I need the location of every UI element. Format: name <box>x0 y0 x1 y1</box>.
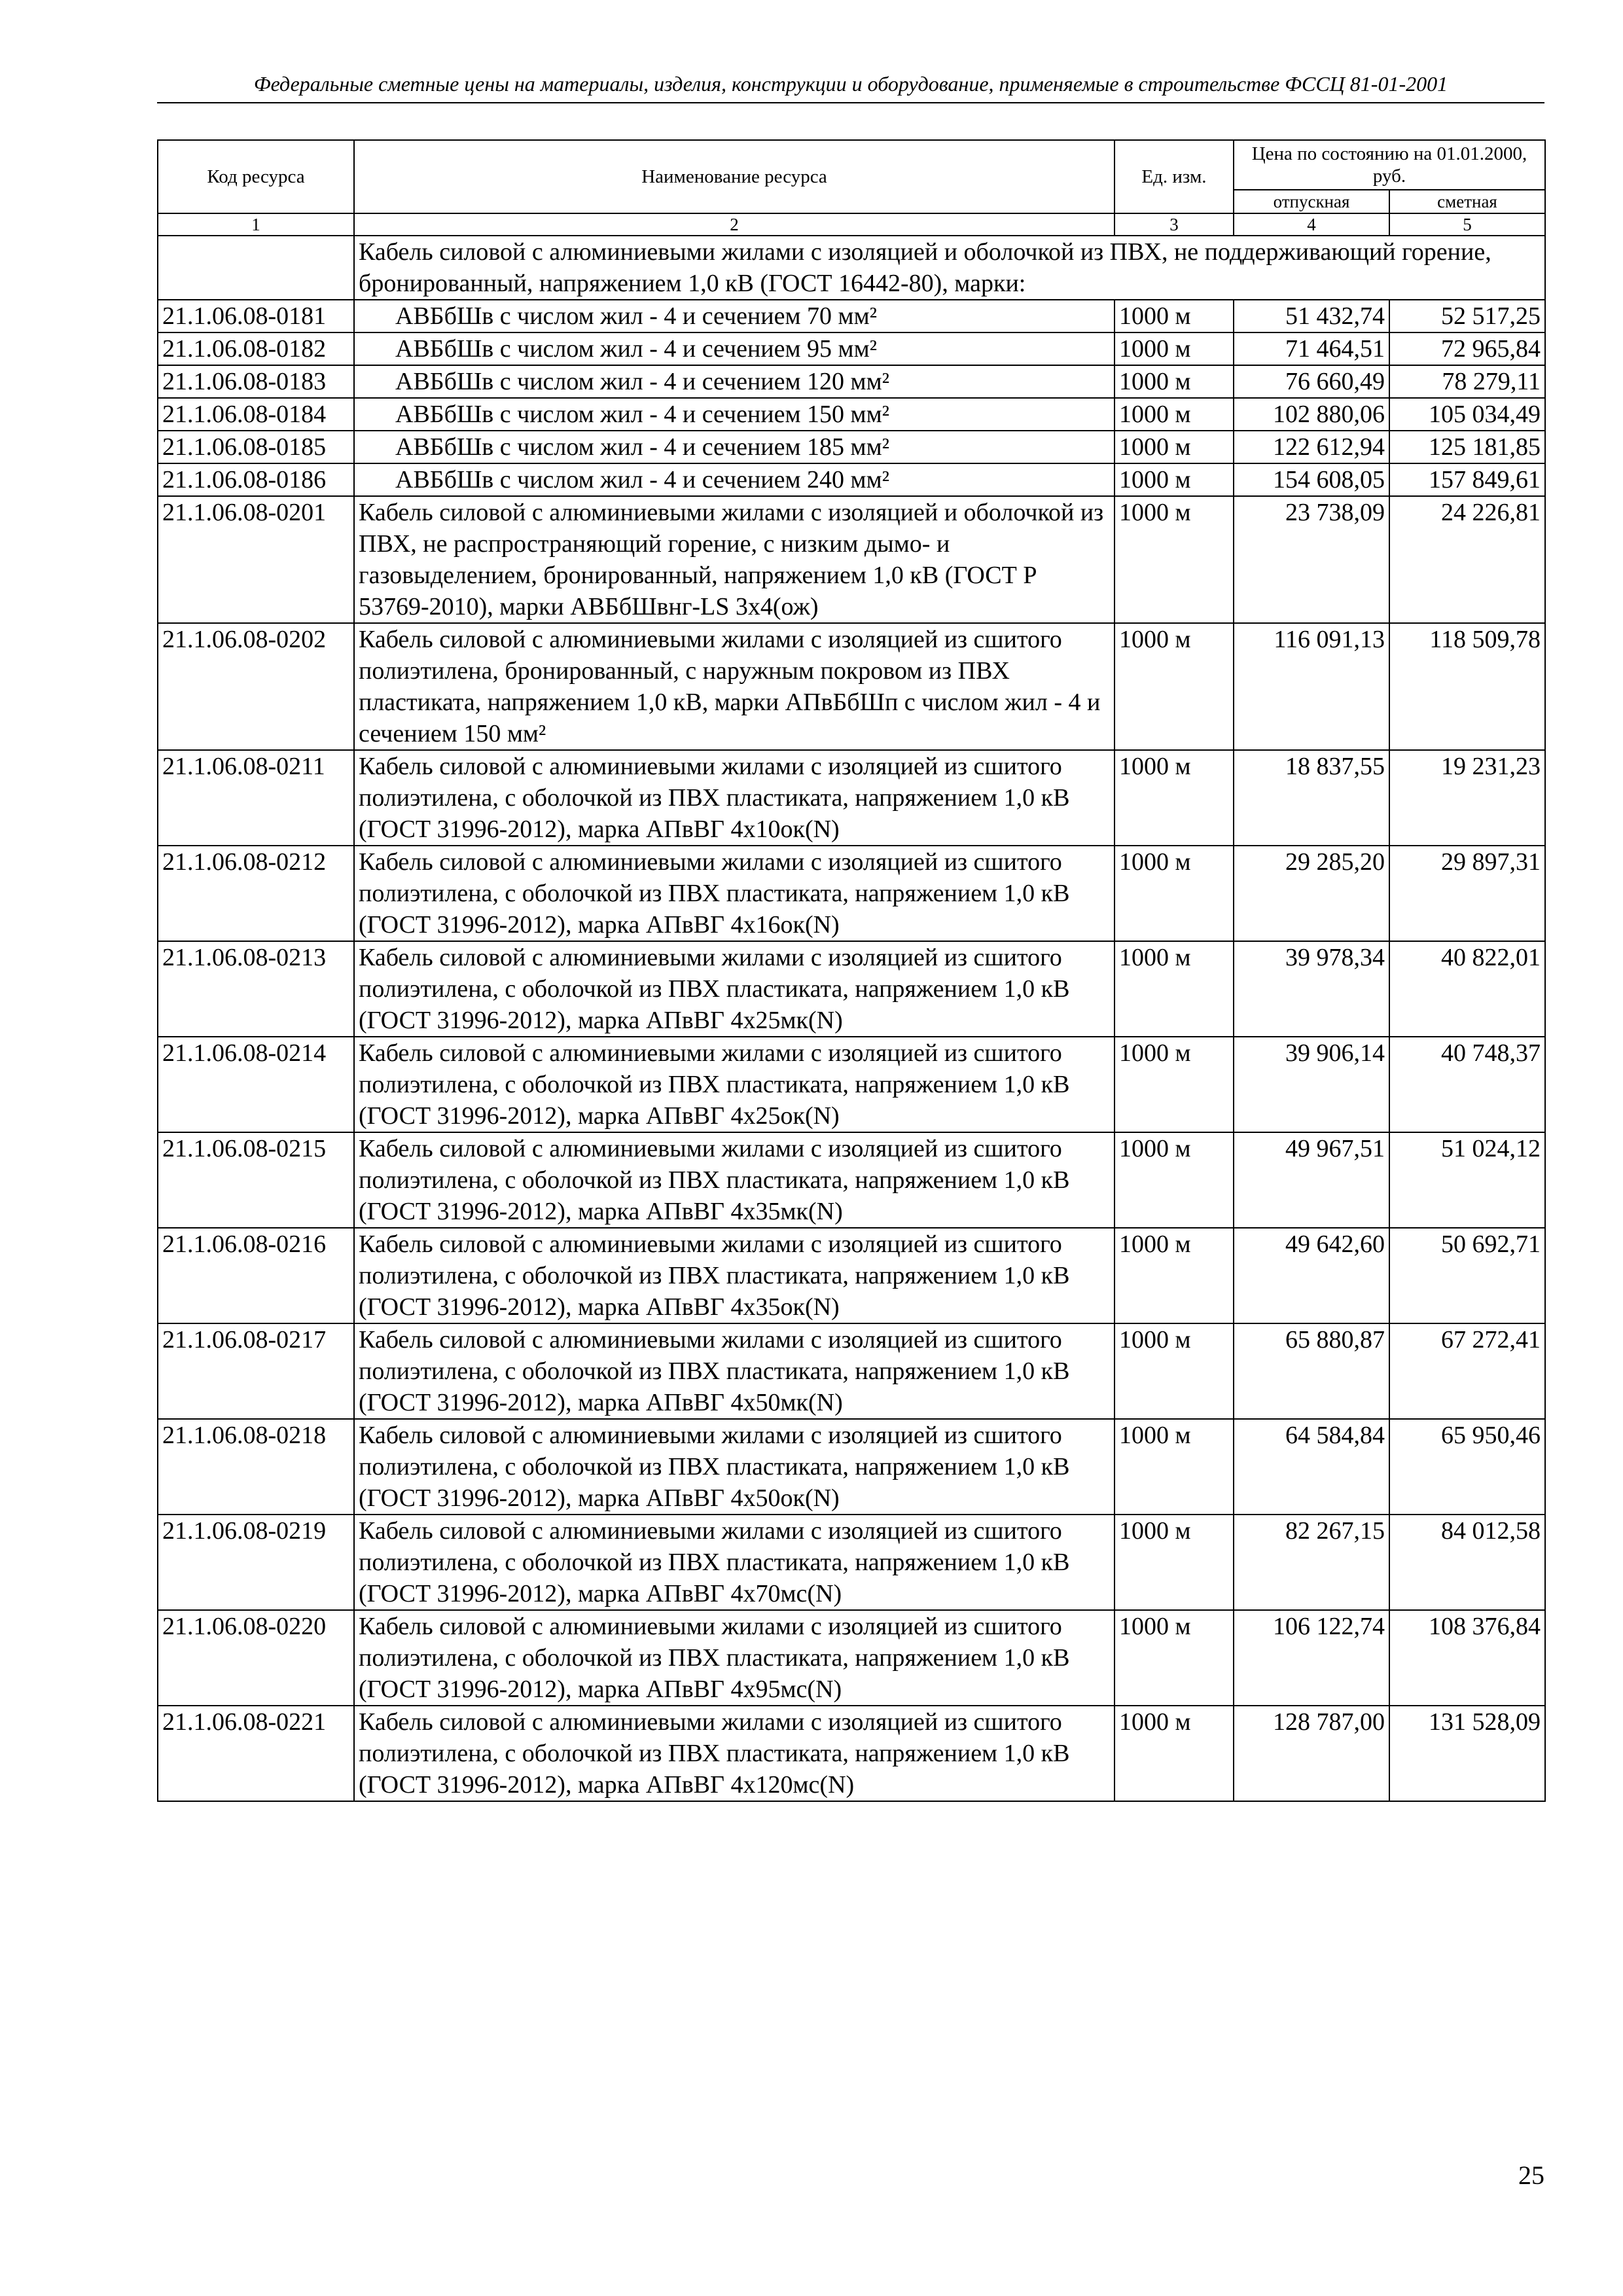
column-header-price-estimate: сметная <box>1389 190 1545 213</box>
unit-of-measure: 1000 м <box>1115 300 1234 332</box>
price-release: 29 285,20 <box>1234 846 1389 941</box>
unit-of-measure: 1000 м <box>1115 1037 1234 1132</box>
unit-of-measure: 1000 м <box>1115 941 1234 1037</box>
resource-name: АВБбШв с числом жил - 4 и сечением 150 мм² <box>354 398 1115 431</box>
resource-code: 21.1.06.08-0221 <box>158 1706 354 1801</box>
column-number: 5 <box>1389 213 1545 236</box>
price-estimate: 105 034,49 <box>1389 398 1545 431</box>
price-estimate: 40 822,01 <box>1389 941 1545 1037</box>
price-estimate: 118 509,78 <box>1389 623 1545 750</box>
table-row <box>158 1132 1545 1228</box>
price-estimate: 52 517,25 <box>1389 300 1545 332</box>
resource-code: 21.1.06.08-0219 <box>158 1515 354 1610</box>
price-estimate: 84 012,58 <box>1389 1515 1545 1610</box>
resource-code: 21.1.06.08-0218 <box>158 1419 354 1515</box>
unit-of-measure: 1000 м <box>1115 1706 1234 1801</box>
price-release: 128 787,00 <box>1234 1706 1389 1801</box>
unit-of-measure: 1000 м <box>1115 1132 1234 1228</box>
price-estimate: 65 950,46 <box>1389 1419 1545 1515</box>
unit-of-measure: 1000 м <box>1115 365 1234 398</box>
unit-of-measure: 1000 м <box>1115 623 1234 750</box>
unit-of-measure: 1000 м <box>1115 846 1234 941</box>
price-release: 18 837,55 <box>1234 750 1389 846</box>
price-estimate: 125 181,85 <box>1389 431 1545 463</box>
price-release: 76 660,49 <box>1234 365 1389 398</box>
price-estimate: 108 376,84 <box>1389 1610 1545 1706</box>
price-release: 106 122,74 <box>1234 1610 1389 1706</box>
column-header-price-release: отпускная <box>1234 190 1389 213</box>
unit-of-measure: 1000 м <box>1115 1323 1234 1419</box>
resource-code: 21.1.06.08-0214 <box>158 1037 354 1132</box>
resource-name: Кабель силовой с алюминиевыми жилами с изоляцией из сшитого полиэтилена, с оболочкой из ПВХ пластиката, напряжением 1,0 кВ (ГОСТ 31996-2012), марка АПвВГ 4х16ок(N) <box>354 846 1115 941</box>
column-number: 4 <box>1234 213 1389 236</box>
group-heading-row <box>158 236 1545 300</box>
table-row <box>158 941 1545 1037</box>
resource-code: 21.1.06.08-0217 <box>158 1323 354 1419</box>
resource-name: АВБбШв с числом жил - 4 и сечением 95 мм² <box>354 332 1115 365</box>
running-header: Федеральные сметные цены на материалы, изделия, конструкции и оборудование, применяемые в строительстве ФССЦ 81-01-2001 <box>253 72 1448 96</box>
unit-of-measure: 1000 м <box>1115 1515 1234 1610</box>
price-estimate: 50 692,71 <box>1389 1228 1545 1323</box>
resource-name: АВБбШв с числом жил - 4 и сечением 240 мм² <box>354 463 1115 496</box>
resource-name: Кабель силовой с алюминиевыми жилами с изоляцией из сшитого полиэтилена, с оболочкой из ПВХ пластиката, напряжением 1,0 кВ (ГОСТ 31996-2012), марка АПвВГ 4х50мк(N) <box>354 1323 1115 1419</box>
resource-code: 21.1.06.08-0216 <box>158 1228 354 1323</box>
table-row <box>158 1515 1545 1610</box>
unit-of-measure: 1000 м <box>1115 398 1234 431</box>
resource-code: 21.1.06.08-0183 <box>158 365 354 398</box>
resource-code: 21.1.06.08-0201 <box>158 496 354 623</box>
price-release: 49 967,51 <box>1234 1132 1389 1228</box>
resource-name: Кабель силовой с алюминиевыми жилами с изоляцией из сшитого полиэтилена, с оболочкой из ПВХ пластиката, напряжением 1,0 кВ (ГОСТ 31996-2012), марка АПвВГ 4х120мс(N) <box>354 1706 1115 1801</box>
price-estimate: 78 279,11 <box>1389 365 1545 398</box>
table-row <box>158 1706 1545 1801</box>
table-row <box>158 463 1545 496</box>
column-header-name: Наименование ресурса <box>354 140 1115 213</box>
unit-of-measure: 1000 м <box>1115 463 1234 496</box>
header-rule <box>157 102 1544 103</box>
unit-of-measure: 1000 м <box>1115 1419 1234 1515</box>
page-number: 25 <box>1518 2161 1544 2190</box>
price-release: 71 464,51 <box>1234 332 1389 365</box>
table-row <box>158 365 1545 398</box>
resource-code: 21.1.06.08-0220 <box>158 1610 354 1706</box>
resource-name: АВБбШв с числом жил - 4 и сечением 120 мм² <box>354 365 1115 398</box>
resource-code: 21.1.06.08-0184 <box>158 398 354 431</box>
price-release: 65 880,87 <box>1234 1323 1389 1419</box>
table-row <box>158 1610 1545 1706</box>
table-row <box>158 1419 1545 1515</box>
price-estimate: 131 528,09 <box>1389 1706 1545 1801</box>
price-estimate: 72 965,84 <box>1389 332 1545 365</box>
price-release: 102 880,06 <box>1234 398 1389 431</box>
resource-name: Кабель силовой с алюминиевыми жилами с изоляцией и оболочкой из ПВХ, не распространяющий горение, с низким дымо- и газовыделением, бронированный, напряжением 1,0 кВ (ГОСТ Р 53769-2010), марки АВБбШвнг-LS 3х4(ож) <box>354 496 1115 623</box>
column-header-code: Код ресурса <box>158 140 354 213</box>
table-row <box>158 750 1545 846</box>
group-heading: Кабель силовой с алюминиевыми жилами с изоляцией и оболочкой из ПВХ, не поддерживающий горение, бронированный, напряжением 1,0 кВ (ГОСТ 16442-80), марки: <box>354 236 1545 300</box>
price-release: 154 608,05 <box>1234 463 1389 496</box>
resource-name: АВБбШв с числом жил - 4 и сечением 70 мм² <box>354 300 1115 332</box>
resource-name: Кабель силовой с алюминиевыми жилами с изоляцией из сшитого полиэтилена, с оболочкой из ПВХ пластиката, напряжением 1,0 кВ (ГОСТ 31996-2012), марка АПвВГ 4х35ок(N) <box>354 1228 1115 1323</box>
price-estimate: 19 231,23 <box>1389 750 1545 846</box>
resource-name: Кабель силовой с алюминиевыми жилами с изоляцией из сшитого полиэтилена, с оболочкой из ПВХ пластиката, напряжением 1,0 кВ (ГОСТ 31996-2012), марка АПвВГ 4х70мс(N) <box>354 1515 1115 1610</box>
price-estimate: 67 272,41 <box>1389 1323 1545 1419</box>
table-row <box>158 1037 1545 1132</box>
resource-name: Кабель силовой с алюминиевыми жилами с изоляцией из сшитого полиэтилена, с оболочкой из ПВХ пластиката, напряжением 1,0 кВ (ГОСТ 31996-2012), марка АПвВГ 4х25мк(N) <box>354 941 1115 1037</box>
price-release: 82 267,15 <box>1234 1515 1389 1610</box>
price-release: 51 432,74 <box>1234 300 1389 332</box>
unit-of-measure: 1000 м <box>1115 1228 1234 1323</box>
resource-code: 21.1.06.08-0186 <box>158 463 354 496</box>
table-row <box>158 431 1545 463</box>
price-release: 39 906,14 <box>1234 1037 1389 1132</box>
column-number: 1 <box>158 213 354 236</box>
unit-of-measure: 1000 м <box>1115 431 1234 463</box>
table-row <box>158 332 1545 365</box>
resource-name: Кабель силовой с алюминиевыми жилами с изоляцией из сшитого полиэтилена, с оболочкой из ПВХ пластиката, напряжением 1,0 кВ (ГОСТ 31996-2012), марка АПвВГ 4х95мс(N) <box>354 1610 1115 1706</box>
price-estimate: 29 897,31 <box>1389 846 1545 941</box>
table-row <box>158 1323 1545 1419</box>
price-estimate: 40 748,37 <box>1389 1037 1545 1132</box>
resource-name: Кабель силовой с алюминиевыми жилами с изоляцией из сшитого полиэтилена, бронированный, с наружным покровом из ПВХ пластиката, напряжением 1,0 кВ, марки АПвБбШп с числом жил - 4 и сечением 150 мм² <box>354 623 1115 750</box>
column-number-row <box>158 213 1545 236</box>
resource-name: Кабель силовой с алюминиевыми жилами с изоляцией из сшитого полиэтилена, с оболочкой из ПВХ пластиката, напряжением 1,0 кВ (ГОСТ 31996-2012), марка АПвВГ 4х35мк(N) <box>354 1132 1115 1228</box>
table-row <box>158 496 1545 623</box>
table-row <box>158 398 1545 431</box>
price-release: 23 738,09 <box>1234 496 1389 623</box>
resource-code: 21.1.06.08-0182 <box>158 332 354 365</box>
column-header-unit: Ед. изм. <box>1115 140 1234 213</box>
unit-of-measure: 1000 м <box>1115 332 1234 365</box>
table-row <box>158 623 1545 750</box>
table-row <box>158 1228 1545 1323</box>
price-release: 64 584,84 <box>1234 1419 1389 1515</box>
unit-of-measure: 1000 м <box>1115 750 1234 846</box>
resource-name: Кабель силовой с алюминиевыми жилами с изоляцией из сшитого полиэтилена, с оболочкой из ПВХ пластиката, напряжением 1,0 кВ (ГОСТ 31996-2012), марка АПвВГ 4х10ок(N) <box>354 750 1115 846</box>
price-estimate: 51 024,12 <box>1389 1132 1545 1228</box>
column-header-price-group: Цена по состоянию на 01.01.2000, руб. <box>1234 140 1545 190</box>
resource-code: 21.1.06.08-0215 <box>158 1132 354 1228</box>
column-number: 2 <box>354 213 1115 236</box>
price-release: 39 978,34 <box>1234 941 1389 1037</box>
price-release: 116 091,13 <box>1234 623 1389 750</box>
table-row <box>158 846 1545 941</box>
resource-name: Кабель силовой с алюминиевыми жилами с изоляцией из сшитого полиэтилена, с оболочкой из ПВХ пластиката, напряжением 1,0 кВ (ГОСТ 31996-2012), марка АПвВГ 4х25ок(N) <box>354 1037 1115 1132</box>
resource-code: 21.1.06.08-0213 <box>158 941 354 1037</box>
resource-code: 21.1.06.08-0212 <box>158 846 354 941</box>
unit-of-measure: 1000 м <box>1115 496 1234 623</box>
resource-code: 21.1.06.08-0185 <box>158 431 354 463</box>
price-table <box>157 139 1546 1802</box>
column-number: 3 <box>1115 213 1234 236</box>
resource-code: 21.1.06.08-0211 <box>158 750 354 846</box>
resource-name: АВБбШв с числом жил - 4 и сечением 185 мм² <box>354 431 1115 463</box>
resource-name: Кабель силовой с алюминиевыми жилами с изоляцией из сшитого полиэтилена, с оболочкой из ПВХ пластиката, напряжением 1,0 кВ (ГОСТ 31996-2012), марка АПвВГ 4х50ок(N) <box>354 1419 1115 1515</box>
unit-of-measure: 1000 м <box>1115 1610 1234 1706</box>
resource-code: 21.1.06.08-0202 <box>158 623 354 750</box>
price-release: 49 642,60 <box>1234 1228 1389 1323</box>
price-estimate: 24 226,81 <box>1389 496 1545 623</box>
price-release: 122 612,94 <box>1234 431 1389 463</box>
resource-code: 21.1.06.08-0181 <box>158 300 354 332</box>
table-row <box>158 300 1545 332</box>
price-estimate: 157 849,61 <box>1389 463 1545 496</box>
